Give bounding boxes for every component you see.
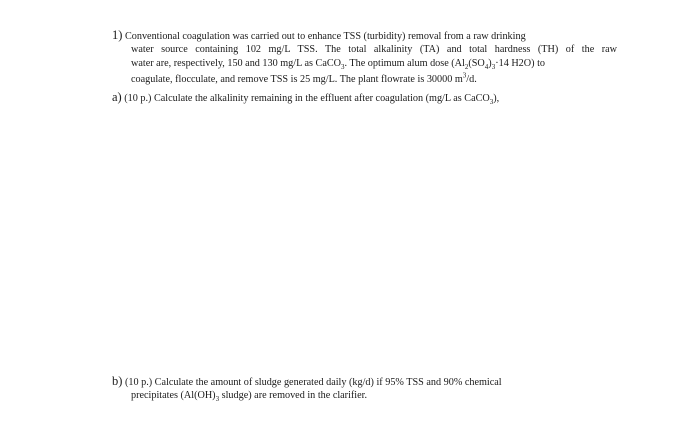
subscript: 3 (491, 63, 496, 72)
subscript: 3 (341, 63, 345, 72)
superscript: 3 (462, 71, 467, 80)
question-1-text-line-2: water source containing 102 mg/L TSS. The total alkalinity (TA) and total hardness (TH) of the raw (131, 44, 617, 55)
text-segment: water are, respectively, 150 and 130 mg/L as CaCO (131, 58, 342, 69)
text-segment: (SO (468, 58, 485, 69)
text-segment: /d. (466, 74, 477, 85)
part-b-text-line-1: (10 p.) Calculate the amount of sludge generated daily (kg/d) if 95% TSS and 90% chemical (124, 377, 502, 388)
text-segment: sludge) are removed in the clarifier. (219, 390, 368, 401)
text-segment: ), (493, 93, 500, 104)
part-b-label: b) (112, 374, 123, 388)
text-segment: coagulate, flocculate, and remove TSS is 25 mg/L. The plant flowrate is 30000 m (131, 74, 463, 85)
subscript: 3 (489, 98, 494, 107)
subscript: 2 (464, 63, 469, 72)
text-segment: ·14 H2O) to (495, 58, 546, 69)
text-segment: . The optimum alum dose (Al (344, 58, 465, 69)
text-segment: ) (488, 58, 492, 69)
part-a-text: (10 p.) Calculate the alkalinity remaining in the effluent after coagulation (mg/L as CaCO (124, 93, 490, 104)
question-number: 1) (112, 28, 123, 42)
part-a-question (112, 91, 499, 105)
question-1-text-line-4 (131, 73, 477, 86)
question-1-text-line-3 (131, 57, 545, 70)
part-b-question-line-1 (112, 375, 617, 389)
part-b-question-line-2 (131, 389, 367, 402)
subscript: 4 (484, 63, 489, 72)
part-a-label: a) (112, 90, 122, 104)
text-segment: precipitates (Al(OH) (131, 390, 216, 401)
question-1-line-1 (112, 29, 526, 43)
question-1-text-line-1: Conventional coagulation was carried out to enhance TSS (turbidity) removal from a raw drinking (124, 31, 526, 42)
subscript: 3 (215, 395, 220, 404)
